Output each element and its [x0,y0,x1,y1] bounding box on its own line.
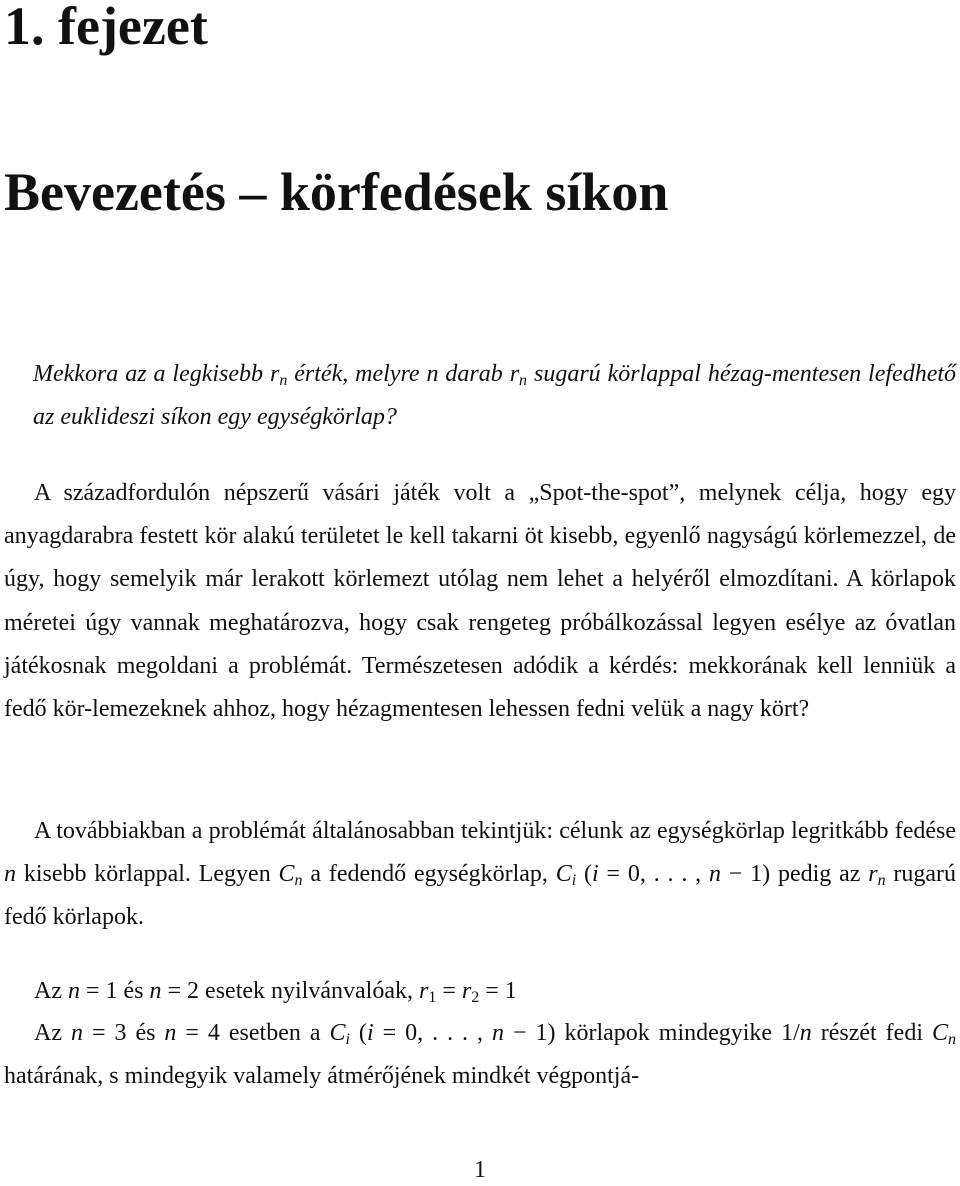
chapter-title: Bevezetés – körfedések síkon [4,162,669,222]
paragraph-text: − 1) körlapok mindegyike 1/ [504,1020,800,1046]
math-var: C [329,1020,346,1046]
paragraph-text: = 1 [479,978,517,1004]
abstract-text: darab [438,361,510,387]
math-subscript: 1 [428,989,437,1006]
paragraph-text: ( [349,1020,367,1046]
paragraph-text: − 1) pedig az [720,861,869,888]
paragraph-text: a fedendő egységkörlap, [302,861,556,888]
paragraph-text: Az [34,978,68,1004]
math-subscript: n [877,872,886,890]
math-var: n [492,1020,505,1046]
math-var: n [799,1020,812,1046]
abstract-text: Mekkora az a legkisebb [33,361,270,387]
math-var: r [418,978,429,1004]
abstract-text: sugarú körlappal hézag-mentesen lefedhető az euklideszi síkon egy egységkörlap? [33,361,957,431]
math-var: C [278,861,295,888]
math-subscript: 2 [471,989,480,1006]
paragraph-text: = 4 esetben a [176,1020,330,1046]
math-subscript: i [345,1031,350,1048]
math-var: n [70,1020,83,1046]
paragraph-text: ( [584,861,593,888]
math-var: n [164,1020,177,1046]
math-subscript: n [947,1031,956,1048]
paragraph-trivial-cases [4,970,956,1013]
paragraph-text: kisebb körlappal. Legyen [16,861,279,888]
math-subscript: i [571,872,577,890]
paragraph-text: = 1 és [79,978,150,1004]
paragraph-text: határának, s mindegyik valamely átmérőjének mindkét végpontjá- [4,1063,640,1090]
math-subscript: n [279,372,288,389]
math-var: i [366,1020,374,1046]
math-var: r [269,361,280,387]
math-var: n [67,978,80,1004]
paragraph-text: részét fedi [811,1020,932,1046]
paragraph-spot-the-spot: A századfordulón népszerű vásári játék volt a „Spot-the-spot”, melynek célja, hogy egy anyagdarabra festett kör alakú területet le kell takarni öt kisebb, egyenlő nagyságú körlemezzel, de úgy, hogy semelyik már lerakott körlemezt utólag nem lehet a helyéről elmozdítani. A körlapok méretei úgy vannak meghatározva, hogy csak rengeteg próbálkozással legyen esélye az óvatlan játékosnak megoldani a problémát. Természetesen adódik a kérdés: mekkorának kell lenniük a fedő kör-lemezeknek ahhoz, hogy hézagmentesen lehessen fedni velük a nagy kört? [4,480,956,723]
math-var: n [149,978,162,1004]
math-var: C [931,1020,948,1046]
abstract-question [33,353,956,439]
math-var: C [555,861,572,888]
abstract-text: érték, melyre [287,361,427,387]
math-var: n [426,361,439,387]
paragraph-text: = 2 esetek nyilvánvalóak, [161,978,419,1004]
paragraph-generalization [4,810,956,940]
paragraph-text: = [436,978,462,1004]
paragraph-text: = 0, . . . , [598,861,709,888]
paragraph-cases-three-four [4,1012,956,1098]
math-var: n [708,861,721,888]
math-var: r [461,978,472,1004]
paragraph-text: A továbbiakban a problémát általánosabban tekintjük: célunk az egységkörlap legritkább fedése [34,818,956,844]
math-var: r [868,861,878,888]
paragraph-text: Az [34,1020,71,1046]
math-var: i [592,861,599,888]
math-subscript: n [519,372,528,389]
paragraph-text: rugarú fedő körlapok. [4,861,957,931]
page-number: 1 [474,1157,486,1183]
math-var: n [4,861,16,888]
paragraph-text: = 0, . . . , [373,1020,493,1046]
chapter-label: 1. fejezet [4,0,208,56]
math-subscript: n [294,872,303,890]
paragraph-text: = 3 és [82,1020,165,1046]
math-var: r [509,361,520,387]
